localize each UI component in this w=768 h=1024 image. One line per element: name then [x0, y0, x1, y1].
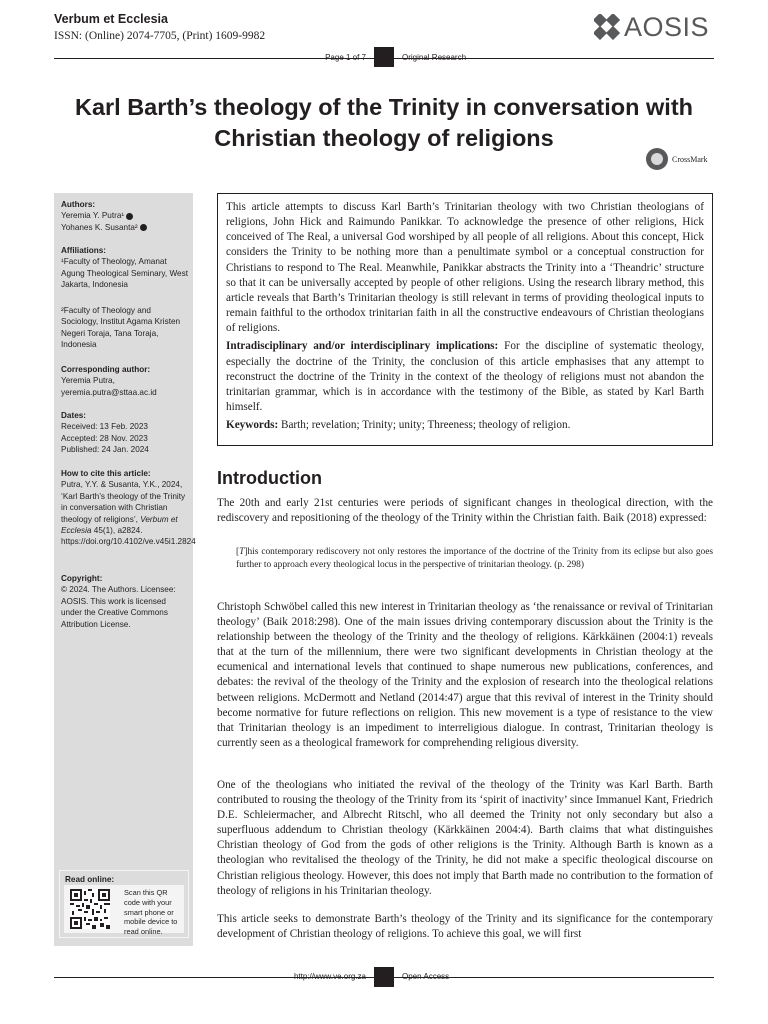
article-info-sidebar	[54, 193, 196, 946]
date-published: Published: 24 Jan. 2024	[61, 445, 149, 455]
author-entry: Yohanes K. Susanta²	[61, 222, 189, 233]
orcid-icon[interactable]	[126, 213, 133, 220]
crossmark-label: CrossMark	[672, 155, 708, 164]
authors-label: Authors:	[61, 200, 96, 209]
date-accepted: Accepted: 28 Nov. 2023	[61, 433, 148, 443]
date-received: Received: 13 Feb. 2023	[61, 422, 148, 432]
dates-label: Dates:	[61, 411, 87, 420]
keywords-paragraph	[226, 418, 704, 433]
abstract-text: This article attempts to discuss Karl Barth’s Trinitarian theology with two Christian theologians of religions, John Hick and Raimundo Panikkar. To acknowledge the presence of other religions, Hick conceived of The Real, a universal God worshiped by all people of all religions. About this concept, Hick considers the Trinity to be nothing more than a penultimate symbol or a conceptual construction for Christians to respond to The Real. Meanwhile, Panikkar abstracts the Trinity into a ‘Theandric’ structure so that it can be universally accepted by people of other religions. Using the research library method, this article reveals that Barth’s Trinitarian theology is still relevant in terms of providing theological inputs to remain faithful to the orthodox trinitarian faith in all the constructive endeavours of Christian theologians of religions.	[226, 201, 704, 335]
read-online-box	[59, 870, 189, 938]
crossmark-badge[interactable]	[646, 148, 716, 174]
body-paragraph: The 20th and early 21st centuries were periods of significant changes in theological direction, with the rediscovery and repositioning of the theology of the Trinity within the Christian faith. Baik (2018) expressed:	[217, 497, 713, 525]
body-paragraph: This article seeks to demonstrate Barth’s theology of the Trinity and its significance for the contemporary development of Christian theology of religions. To achieve this goal, we will first	[217, 913, 713, 941]
journal-name: Verbum et Ecclesia	[54, 12, 168, 26]
article-type: Original Research	[402, 53, 467, 62]
citation-block	[61, 468, 196, 548]
abstract-box	[217, 193, 713, 446]
footer-marker	[374, 967, 394, 987]
qr-code-icon[interactable]	[70, 889, 110, 929]
copyright-label: Copyright:	[61, 574, 103, 583]
crossmark-icon	[646, 148, 668, 170]
logo-text: AOSIS	[624, 12, 710, 42]
copyright-text: © 2024. The Authors. Licensee: AOSIS. This work is licensed under the Creative Commons Attribution License.	[61, 585, 176, 629]
body-paragraph: Christoph Schwöbel called this new interest in Trinitarian theology as ‘the renaissance or revival of Trinitarian theology’ (Baik 2018:298). One of the main issues driving contemporary discussion about the Trinity is the relationship between the theology of the Trinity and the theology of religions. Kärkkäinen (2004:1) reveals that at the turn of the millennium, there were two significant developments in Christian theology at the ecumenical and international levels that continued to shape numerous new publications, conferences, and debates: the revival of the theology of the Trinity and the explosion of research into the theological relations between religions. McDermott and Netland (2014:47) argue that this revival of interest in the Trinity should become normative for future reflections on religion. This new movement is a type of resistance to the view that Trinitarian theology is an impediment to interreligious dialogue. In contrast, Trinitarian theology is currently seen as a theological framework for comprehending religious diversity.	[217, 601, 713, 749]
section-heading: Introduction	[217, 468, 322, 488]
affiliations-label: Affiliations:	[61, 246, 107, 255]
block-quote: [T]his contemporary rediscovery not only restores the importance of the doctrine of the Trinity from its eclipse but also goes further to approach every theological locus in the perspective of trinitarian theology. (p. 298)	[236, 547, 713, 570]
orcid-icon[interactable]	[140, 224, 147, 231]
corresponding-block	[61, 364, 189, 398]
publisher-logo	[594, 14, 716, 42]
implications-text: For the discipline of systematic theology, especially the doctrine of the Trinity, the conclusion of this article emphasises that any attempt to reconstruct the doctrine of the Trinity in the context of the theology of religions must not abandon the trinitarian grammar, which is in accordance with the testimony of the Bible, as stated by Karl Barth himself.	[226, 340, 704, 414]
dates-block	[61, 410, 189, 456]
affiliations-block	[61, 245, 189, 291]
author-entry: Yeremia Y. Putra¹	[61, 210, 189, 221]
aosis-logo-icon	[594, 14, 620, 40]
qr-instructions: Scan this QR code with your smart phone or mobile device to read online.	[124, 888, 178, 937]
body-paragraph: One of the theologians who initiated the revival of the theology of the Trinity was Karl Barth. Barth contributed to rousing the theology of the Trinity from its ‘spirit of inactivity’ since Immanuel Kant, Friedrich D.E. Schleiermacher, and Albrecht Ritschl, who all deemed the Trinity not only secondary but also a superfluous addendum to Christian theology (Kärkkäinen 2004:4). Barth claims that what distinguishes Christian theology of God from the gods of other religions is the Trinity. Although Barth is known as a theologian who revitalised the theology of the Trinity, he did not make a specific theological discourse on Christian religious theology. However, this does not imply that Barth made no contribution to the formation of theology of religions in his Trinitarian theology.	[217, 779, 713, 897]
authors-block	[61, 199, 189, 233]
copyright-block	[61, 573, 189, 630]
journal-url[interactable]: http://www.ve.org.za	[293, 972, 366, 981]
keywords-text: Barth; revelation; Trinity; unity; Threeness; theology of religion.	[278, 419, 571, 432]
header-marker	[374, 47, 394, 67]
issn-line: ISSN: (Online) 2074-7705, (Print) 1609-9982	[54, 30, 266, 42]
affiliation-1: ¹Faculty of Theology, Amanat Agung Theological Seminary, West Jakarta, Indonesia	[61, 257, 188, 290]
page-number: Page 1 of 7	[325, 53, 366, 62]
corresponding-label: Corresponding author:	[61, 365, 151, 374]
read-online-label: Read online:	[65, 875, 115, 884]
implications-label: Intradisciplinary and/or interdisciplinary implications:	[226, 340, 499, 353]
open-access-label: Open Access	[402, 972, 450, 981]
citation-text: Putra, Y.Y. & Susanta, Y.K., 2024, ‘Karl Barth’s theology of the Trinity in conversation with Christian theology of religions’, Verbum et Ecclesia 45(1), a2824. https://doi.org/10.4102/ve.v45i1.2824	[61, 480, 196, 547]
keywords-label: Keywords:	[226, 419, 279, 432]
article-title: Karl Barth’s theology of the Trinity in conversation with Christian theology of religions	[74, 94, 694, 151]
affiliation-2: ²Faculty of Theology and Sociology, Institut Agama Kristen Negeri Toraja, Tana Toraja, Indonesia	[61, 306, 181, 350]
corresponding-email[interactable]: yeremia.putra@sttaa.ac.id	[61, 387, 157, 397]
implications-paragraph	[226, 339, 704, 415]
citation-label: How to cite this article:	[61, 469, 151, 478]
corresponding-name: Yeremia Putra,	[61, 376, 115, 386]
